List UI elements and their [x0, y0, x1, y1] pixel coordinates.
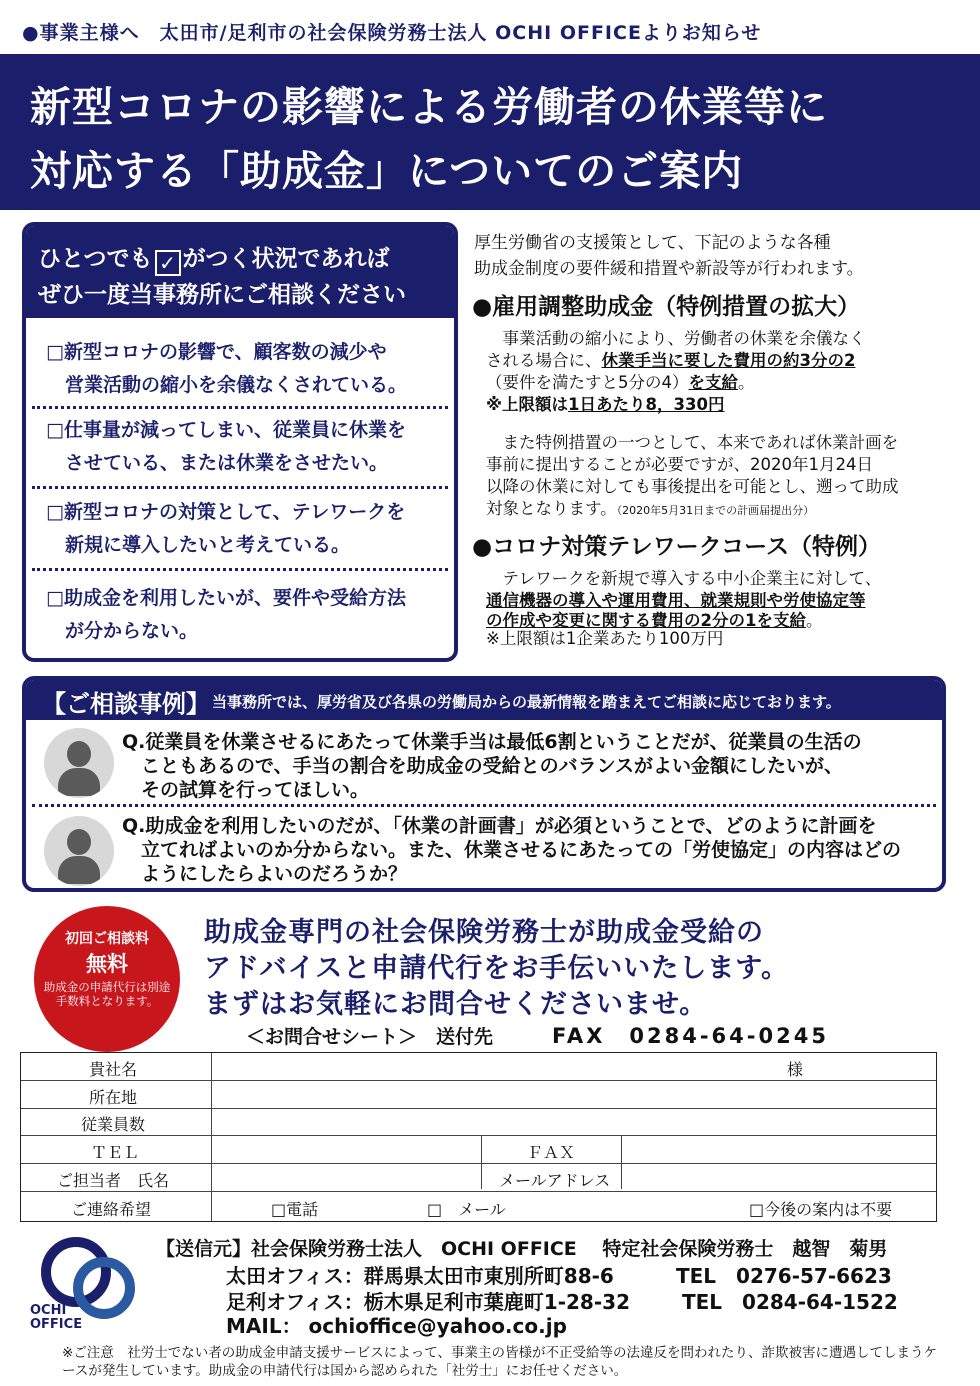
- fax-label: ＦＡＸ: [527, 1143, 576, 1162]
- checklist-item-line: □仕事量が減ってしまい、従業員に休業を: [46, 419, 406, 441]
- mail-address[interactable]: MAIL： ochioffice@yahoo.co.jp: [226, 1314, 567, 1338]
- person-avatar-icon: [44, 816, 114, 886]
- sec1-para2-line2: 事前に提出することが必要ですが、2020年1月24日: [486, 455, 873, 474]
- checklist-item-line: 新規に導入したいと考えている。: [46, 534, 351, 556]
- checklist-item: [26, 336, 454, 402]
- logo-text-office: OFFICE: [30, 1317, 83, 1332]
- sec1-limit-label: ※上限額は: [486, 395, 569, 414]
- sec1-line3: [486, 372, 755, 394]
- checklist-heading-line1: [38, 240, 390, 276]
- ashikaga-office-address: 足利オフィス：栃木県足利市葉鹿町1-28-32: [226, 1290, 630, 1314]
- dotted-divider: [32, 568, 448, 571]
- info-intro-line1: 厚生労働省の支援策として、下記のような各種: [474, 233, 831, 253]
- person-avatar-icon: [44, 728, 114, 798]
- sec1-line3-emphasis: を支給: [688, 373, 738, 392]
- sec1-para2-line3: 以降の休業に対しても事後提出を可能とし、遡って助成: [486, 477, 899, 496]
- table-row-divider: [21, 1191, 936, 1192]
- table-divider: [481, 1135, 482, 1189]
- checklist-item-line: させている、または休業をさせたい。: [46, 452, 389, 474]
- checklist-item-line: が分からない。: [46, 620, 199, 642]
- company-label: 貴社名: [89, 1060, 138, 1079]
- inquiry-sheet-label: ＜お問合せシート＞ 送付先: [246, 1026, 494, 1048]
- sec1-line1: 事業活動の縮小により、労働者の休業を余儀なく: [486, 329, 866, 348]
- caution-note: ※ご注意 社労士でない者の助成金申請支援サービスによって、事業主の皆様が不正受給等の法違反を問われたり、詐欺被害に遭遇してしまうケースが発生しています。助成金の申請代行は国から認められた「社労士」にお任せください。: [62, 1345, 938, 1379]
- ota-office-tel: TEL 0276-57-6623: [676, 1264, 892, 1288]
- ochi-office-logo: [30, 1232, 150, 1344]
- address-label: 所在地: [89, 1088, 138, 1107]
- sec2-line3-emphasis: の作成や変更に関する費用の2分の1を支給: [486, 611, 806, 630]
- notice-topline: ●事業主様へ 太田市/足利市の社会保険労務士法人 OCHI OFFICEよりお知らせ: [22, 22, 762, 44]
- question-1: [122, 730, 862, 802]
- sec1-para2-line1: また特例措置の一つとして、本来であれば休業計画を: [486, 433, 899, 452]
- question-line: ようにしたらよいのだろうか？: [122, 863, 408, 885]
- sec2-line4: ※上限額は1企業あたり100万円: [486, 629, 724, 648]
- ashikaga-office-tel: TEL 0284-64-1522: [682, 1290, 898, 1314]
- checklist-item-line: □新型コロナの対策として、テレワークを: [46, 501, 406, 523]
- sec1-line2: [486, 350, 855, 372]
- checklist-heading-line2: ぜひ一度当事務所にご相談ください: [38, 282, 406, 308]
- honorific-label: 様: [787, 1060, 804, 1079]
- sec1-line4: [486, 394, 724, 416]
- tel-label: ＴＥＬ: [91, 1143, 140, 1162]
- question-line: 立てればよいのか分からない。また、休業させるにあたっての「労使協定」の内容はどの: [122, 839, 902, 861]
- badge-free: 無料: [86, 952, 128, 976]
- sec1-para2-note: （2020年5月31日までの計画届提出分）: [616, 504, 815, 517]
- contact-pref-label: ご連絡希望: [71, 1200, 152, 1219]
- option-mail[interactable]: □ メール: [427, 1200, 506, 1219]
- consultation-panel: [22, 676, 946, 892]
- info-intro-line2: 助成金制度の要件緩和措置や新設等が行われます。: [474, 259, 864, 279]
- dotted-divider: [32, 804, 936, 807]
- person-label: ご担当者 氏名: [57, 1171, 170, 1190]
- employees-label: 従業員数: [81, 1115, 146, 1134]
- promo-line2: アドバイスと申請代行をお手伝いいたします。: [204, 953, 790, 984]
- option-phone[interactable]: □電話: [271, 1200, 319, 1219]
- sec1-line2-emphasis: 休業手当に要した費用の約3分の2: [601, 351, 856, 370]
- option-no-info[interactable]: □今後の案内は不要: [749, 1200, 893, 1219]
- sec1-limit-value: 1日あたり8，330円: [568, 395, 725, 414]
- badge-line1: 初回ご相談料: [65, 931, 149, 947]
- sec2-line1: テレワークを新規で導入する中小企業主に対して、: [486, 569, 882, 588]
- dotted-divider: [32, 486, 448, 489]
- checklist-item-line: □助成金を利用したいが、要件や受給方法: [46, 587, 406, 609]
- sec2-line3-end: 。: [805, 611, 823, 630]
- table-row-divider: [21, 1135, 936, 1136]
- checklist-heading-pre: ひとつでも: [38, 246, 153, 272]
- sender-line: 【送信元】社会保険労務士法人 OCHI OFFICE 特定社会保険労務士 越智 菊男: [156, 1238, 888, 1260]
- table-divider: [621, 1135, 622, 1189]
- checklist-item: [26, 414, 454, 480]
- question-line: こともあるので、手当の割合を助成金の受給とのバランスがよい金額にしたいが、: [122, 755, 844, 777]
- question-2: [122, 814, 901, 886]
- checklist-item-line: □新型コロナの影響で、顧客数の減少や: [46, 341, 387, 363]
- checkbox-checked-icon: ✓: [155, 250, 181, 276]
- consultation-title: 【ご相談事例】: [42, 690, 210, 718]
- promo-line3: まずはお気軽にお問合せくださいませ。: [204, 989, 708, 1020]
- table-divider: [211, 1053, 212, 1221]
- sec1-para2-text: 対象となります。: [486, 499, 617, 518]
- checklist-item: [26, 582, 454, 648]
- checklist-panel: [22, 222, 458, 662]
- checklist-item-line: 営業活動の縮小を余儀なくされている。: [46, 374, 408, 396]
- sec1-line2-text: される場合に、: [486, 351, 602, 370]
- fax-number: FAX 0284-64-0245: [552, 1024, 829, 1048]
- sec1-para2-line4: [486, 498, 814, 522]
- table-row-divider: [21, 1080, 936, 1081]
- sec2-line2: 通信機器の導入や運用費用、就業規則や労使協定等: [486, 591, 866, 610]
- inquiry-form-table: [20, 1052, 937, 1222]
- section-title-employment-subsidy: ●雇用調整助成金（特例措置の拡大）: [472, 294, 861, 320]
- promo-line1: 助成金専門の社会保険労務士が助成金受給の: [204, 917, 764, 948]
- question-line: Q.助成金を利用したいのだが、「休業の計画書」が必須ということで、どのように計画を: [122, 815, 877, 837]
- table-row-divider: [21, 1163, 936, 1164]
- free-consultation-badge: [34, 906, 180, 1052]
- checklist-heading-post: がつく状況であれば: [182, 246, 390, 272]
- badge-note: 助成金の申請代行は別途手数料となります。: [43, 980, 171, 1008]
- email-label: メールアドレス: [499, 1171, 611, 1190]
- logo-text-ochi: OCHI: [30, 1303, 67, 1318]
- section-title-telework: ●コロナ対策テレワークコース（特例）: [472, 534, 881, 560]
- question-line: その試算を行ってほしい。: [122, 779, 370, 801]
- table-row-divider: [21, 1108, 936, 1109]
- page-title-line1: 新型コロナの影響による労働者の休業等に: [30, 83, 828, 131]
- sec1-line3-text: （要件を満たすと5分の4）: [486, 373, 689, 392]
- dotted-divider: [32, 406, 448, 409]
- checklist-item: [26, 496, 454, 562]
- consultation-subtitle: 当事務所では、厚労省及び各県の労働局からの最新情報を踏まえてご相談に応じております。: [212, 693, 841, 711]
- question-line: Q.従業員を休業させるにあたって休業手当は最低6割ということだが、従業員の生活の: [122, 731, 862, 753]
- page-title-line2: 対応する「助成金」についてのご案内: [30, 147, 744, 195]
- ota-office-address: 太田オフィス：群馬県太田市東別所町88-6: [226, 1264, 614, 1288]
- sec1-line3-end: 。: [738, 373, 755, 392]
